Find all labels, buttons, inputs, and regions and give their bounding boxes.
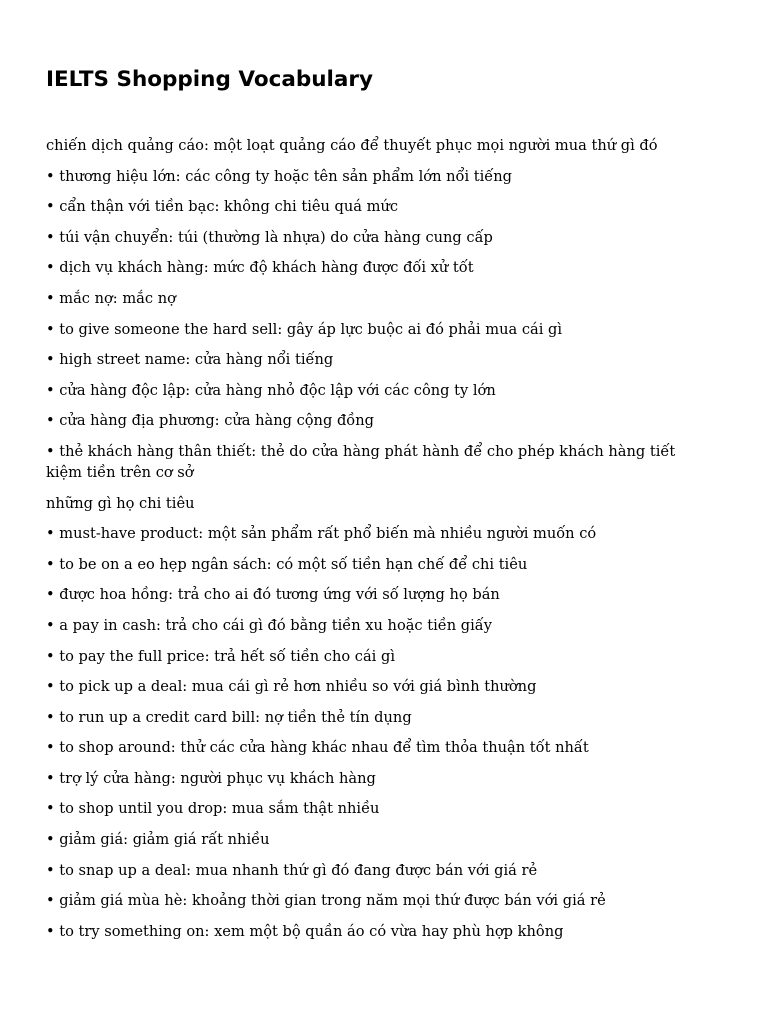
list-item: • to snap up a deal: mua nhanh thứ gì đó đang được bán với giá rẻ: [46, 861, 538, 879]
document-title: IELTS Shopping Vocabulary: [46, 67, 374, 92]
list-item: • to shop until you drop: mua sắm thật nhiều: [46, 800, 380, 818]
list-item: chiến dịch quảng cáo: một loạt quảng cáo để thuyết phục mọi người mua thứ gì đó: [46, 137, 658, 154]
list-item: • cửa hàng độc lập: cửa hàng nhỏ độc lập với các công ty lớn: [46, 381, 496, 399]
list-item: • to be on a eo hẹp ngân sách: có một số tiền hạn chế để chi tiêu: [46, 555, 528, 573]
list-item: • được hoa hồng: trả cho ai đó tương ứng với số lượng họ bán: [46, 586, 500, 604]
list-item: • to run up a credit card bill: nợ tiền thẻ tín dụng: [46, 708, 412, 726]
list-item: • thẻ khách hàng thân thiết: thẻ do cửa hàng phát hành để cho phép khách hàng tiết kiệm tiền trên cơ sở: [46, 442, 676, 481]
vocabulary-list: [46, 135, 706, 951]
list-item: • túi vận chuyển: túi (thường là nhựa) do cửa hàng cung cấp: [46, 228, 493, 246]
list-item: • cửa hàng địa phương: cửa hàng cộng đồng: [46, 412, 374, 430]
list-item: • mắc nợ: mắc nợ: [46, 289, 176, 307]
list-item: • to try something on: xem một bộ quần áo có vừa hay phù hợp không: [46, 922, 564, 940]
list-item: • dịch vụ khách hàng: mức độ khách hàng được đối xử tốt: [46, 259, 474, 277]
list-item: • must-have product: một sản phẩm rất phổ biến mà nhiều người muốn có: [46, 525, 597, 543]
list-item: • to give someone the hard sell: gây áp lực buộc ai đó phải mua cái gì: [46, 320, 563, 338]
list-item: • trợ lý cửa hàng: người phục vụ khách hàng: [46, 769, 376, 787]
list-item: • giảm giá: giảm giá rất nhiều: [46, 831, 270, 849]
list-item: • to pay the full price: trả hết số tiền cho cái gì: [46, 647, 395, 665]
list-item: • to pick up a deal: mua cái gì rẻ hơn nhiều so với giá bình thường: [46, 678, 537, 696]
list-item: • high street name: cửa hàng nổi tiếng: [46, 351, 334, 369]
list-item: • to shop around: thử các cửa hàng khác nhau để tìm thỏa thuận tốt nhất: [46, 739, 589, 757]
list-item: • giảm giá mùa hè: khoảng thời gian trong năm mọi thứ được bán với giá rẻ: [46, 892, 606, 910]
list-item: • cẩn thận với tiền bạc: không chi tiêu quá mức: [46, 198, 399, 216]
list-item: • thương hiệu lớn: các công ty hoặc tên sản phẩm lớn nổi tiếng: [46, 167, 513, 185]
list-item: • a pay in cash: trả cho cái gì đó bằng tiền xu hoặc tiền giấy: [46, 616, 492, 634]
list-item: những gì họ chi tiêu: [46, 494, 195, 512]
